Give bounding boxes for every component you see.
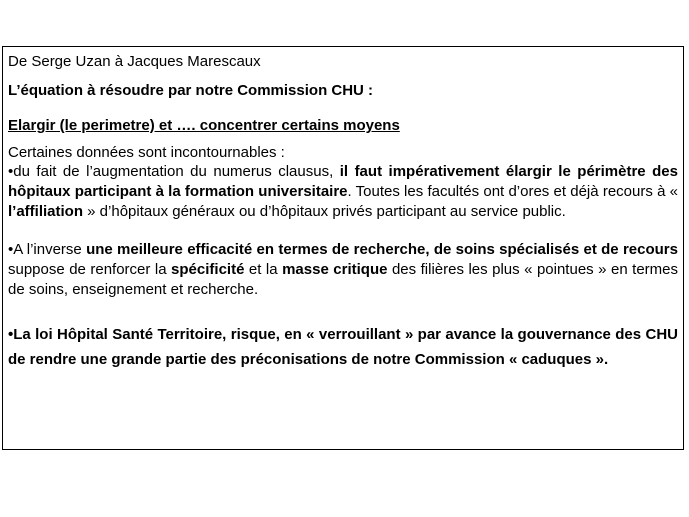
paragraph-1 (8, 162, 678, 222)
intro-text: Certaines données sont incontournables : (8, 144, 285, 161)
p2-text-e: et la (244, 261, 283, 278)
p3-bold: •La loi Hôpital Santé Territoire, risque, en « verrouillant » par avance la gouvernance des CHU de rendre une grande partie des préconisations de notre Commission « caduques ». (8, 326, 678, 368)
p1-text-a: •du fait de l’augmentation du numerus clausus, (8, 163, 340, 180)
slide-content-box (2, 46, 684, 450)
p1-text-e: » d’hôpitaux généraux ou d’hôpitaux privés participant au service public. (83, 203, 566, 220)
p2-bold-d: spécificité (171, 261, 245, 278)
p2-text-c: suppose de renforcer la (8, 261, 172, 278)
paragraph-3 (8, 322, 678, 372)
slide-title: L’équation à résoudre par notre Commission CHU : (8, 82, 374, 99)
p1-bold-b: il faut impérativement élargir le périmètre des hôpitaux participant à la formation universitaire (8, 163, 678, 200)
slide-header: De Serge Uzan à Jacques Marescaux (8, 53, 261, 70)
p2-text-a: •A l’inverse (8, 241, 87, 258)
p2-text-g: des filières les plus « pointues » en termes de soins, enseignement et recherche. (8, 261, 678, 298)
p1-text-c: . Toutes les facultés ont d’ores et déjà recours à « (347, 183, 678, 200)
p1-bold-d: l’affiliation (8, 203, 83, 220)
section-heading: Elargir (le perimetre) et …. concentrer certains moyens (8, 117, 400, 134)
paragraph-2 (8, 240, 678, 300)
p2-bold-f: masse critique (282, 261, 388, 278)
p2-bold-b: une meilleure efficacité en termes de recherche, de soins spécialisés et de recours (86, 241, 678, 258)
